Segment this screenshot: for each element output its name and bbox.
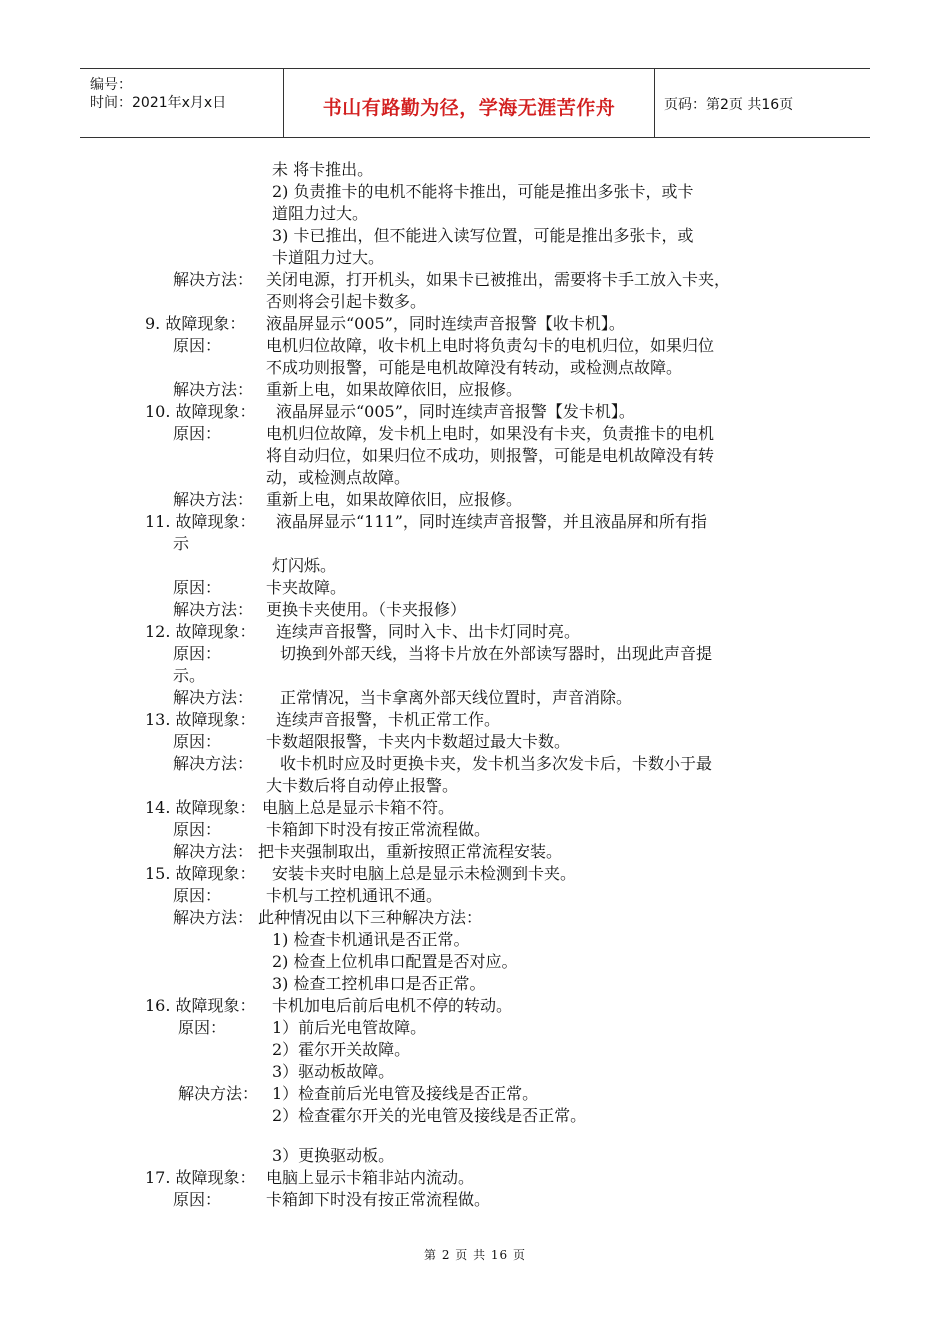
text-line: 连续声音报警，卡机正常工作。 xyxy=(276,710,501,729)
text-line: 正常情况，当卡拿离外部天线位置时，声音消除。 xyxy=(280,688,633,707)
text-line: 1）前后光电管故障。 xyxy=(272,1018,427,1037)
fault-label: 13. 故障现象： xyxy=(145,710,256,729)
text-line: 此种情况由以下三种解决方法： xyxy=(258,908,483,927)
text-line: 灯闪烁。 xyxy=(272,556,337,575)
text-line: 1) 检查卡机通讯是否正常。 xyxy=(272,930,470,949)
text-line: 重新上电，如果故障依旧，应报修。 xyxy=(266,490,523,509)
text-line: 1）检查前后光电管及接线是否正常。 xyxy=(272,1084,539,1103)
text-line: 液晶屏显示“005”，同时连续声音报警【收卡机】。 xyxy=(266,314,625,333)
text-line: 否则将会引起卡数多。 xyxy=(266,292,427,311)
header-motto: 书山有路勤为径，学海无涯苦作舟 xyxy=(322,97,616,119)
fault-label: 12. 故障现象： xyxy=(145,622,256,641)
document-date: 时间：2021年x月x日 xyxy=(90,95,227,111)
cause-label: 原因： xyxy=(173,1190,222,1209)
text-line: 卡道阻力过大。 xyxy=(272,248,385,267)
solution-label: 解决方法： xyxy=(173,490,254,509)
text-line: 3) 检查工控机串口是否正常。 xyxy=(272,974,486,993)
text-line: 卡机与工控机通讯不通。 xyxy=(266,886,443,905)
header-page-info: 页码：第2页 共16页 xyxy=(664,97,794,113)
cause-label: 原因： xyxy=(178,1018,227,1037)
text-line: 2）霍尔开关故障。 xyxy=(272,1040,411,1059)
text-line: 收卡机时应及时更换卡夹，发卡机当多次发卡后，卡数小于最 xyxy=(280,754,713,773)
cause-label: 原因： xyxy=(173,820,222,839)
text-line: 将自动归位，如果归位不成功，则报警，可能是电机故障没有转 xyxy=(266,446,715,465)
text-line: 示 xyxy=(173,534,190,553)
text-line: 动，或检测点故障。 xyxy=(266,468,411,487)
text-line: 2）检查霍尔开关的光电管及接线是否正常。 xyxy=(272,1106,587,1125)
text-line: 2) 检查上位机串口配置是否对应。 xyxy=(272,952,518,971)
fault-label: 10. 故障现象： xyxy=(145,402,256,421)
text-line: 道阻力过大。 xyxy=(272,204,369,223)
solution-label: 解决方法： xyxy=(173,688,254,707)
solution-label: 解决方法： xyxy=(173,908,254,927)
text-line: 卡箱卸下时没有按正常流程做。 xyxy=(266,820,491,839)
text-line: 卡夹故障。 xyxy=(266,578,347,597)
text-line: 3) 卡已推出，但不能进入读写位置，可能是推出多张卡，或 xyxy=(272,226,694,245)
fault-label: 14. 故障现象： xyxy=(145,798,256,817)
fault-label: 16. 故障现象： xyxy=(145,996,256,1015)
cause-label: 原因： xyxy=(173,578,222,597)
text-line: 卡箱卸下时没有按正常流程做。 xyxy=(266,1190,491,1209)
text-line: 把卡夹强制取出，重新按照正常流程安装。 xyxy=(258,842,563,861)
solution-label: 解决方法： xyxy=(173,754,254,773)
fault-label: 15. 故障现象： xyxy=(145,864,256,883)
text-line: 电脑上总是显示卡箱不符。 xyxy=(262,798,455,817)
text-line: 示。 xyxy=(173,666,206,685)
cause-label: 原因： xyxy=(173,644,222,663)
text-line: 3）更换驱动板。 xyxy=(272,1146,395,1165)
cause-label: 原因： xyxy=(173,424,222,443)
text-line: 电机归位故障，收卡机上电时将负责勾卡的电机归位，如果归位 xyxy=(266,336,715,355)
text-line: 未 将卡推出。 xyxy=(272,160,374,179)
text-line: 大卡数后将自动停止报警。 xyxy=(266,776,459,795)
text-line: 不成功则报警，可能是电机故障没有转动，或检测点故障。 xyxy=(266,358,683,377)
text-line: 电机归位故障，发卡机上电时，如果没有卡夹，负责推卡的电机 xyxy=(266,424,715,443)
fault-label: 9. 故障现象： xyxy=(145,314,246,333)
text-line: 重新上电，如果故障依旧，应报修。 xyxy=(266,380,523,399)
page-footer: 第 2 页 共 16 页 xyxy=(424,1248,526,1262)
cause-label: 原因： xyxy=(173,336,222,355)
text-line: 液晶屏显示“005”，同时连续声音报警【发卡机】。 xyxy=(276,402,635,421)
cause-label: 原因： xyxy=(173,886,222,905)
solution-label: 解决方法： xyxy=(173,380,254,399)
solution-label: 解决方法： xyxy=(173,842,254,861)
text-line: 连续声音报警，同时入卡、出卡灯同时亮。 xyxy=(276,622,581,641)
text-line: 卡数超限报警，卡夹内卡数超过最大卡数。 xyxy=(266,732,571,751)
text-line: 液晶屏显示“111”，同时连续声音报警，并且液晶屏和所有指 xyxy=(276,512,707,531)
fault-label: 11. 故障现象： xyxy=(145,512,256,531)
text-line: 电脑上显示卡箱非站内流动。 xyxy=(266,1168,475,1187)
cause-label: 原因： xyxy=(173,732,222,751)
document-number-label: 编号： xyxy=(90,77,132,93)
text-line: 安装卡夹时电脑上总是显示未检测到卡夹。 xyxy=(272,864,577,883)
text-line: 3）驱动板故障。 xyxy=(272,1062,395,1081)
text-line: 2) 负责推卡的电机不能将卡推出，可能是推出多张卡，或卡 xyxy=(272,182,694,201)
text-line: 更换卡夹使用。（卡夹报修） xyxy=(266,600,467,619)
solution-label: 解决方法： xyxy=(173,600,254,619)
text-line: 关闭电源，打开机头，如果卡已被推出，需要将卡手工放入卡夹， xyxy=(266,270,731,289)
solution-label: 解决方法： xyxy=(178,1084,259,1103)
text-line: 卡机加电后前后电机不停的转动。 xyxy=(272,996,513,1015)
solution-label: 解决方法： xyxy=(173,270,254,289)
text-line: 切换到外部天线，当将卡片放在外部读写器时，出现此声音提 xyxy=(280,644,713,663)
fault-label: 17. 故障现象： xyxy=(145,1168,256,1187)
